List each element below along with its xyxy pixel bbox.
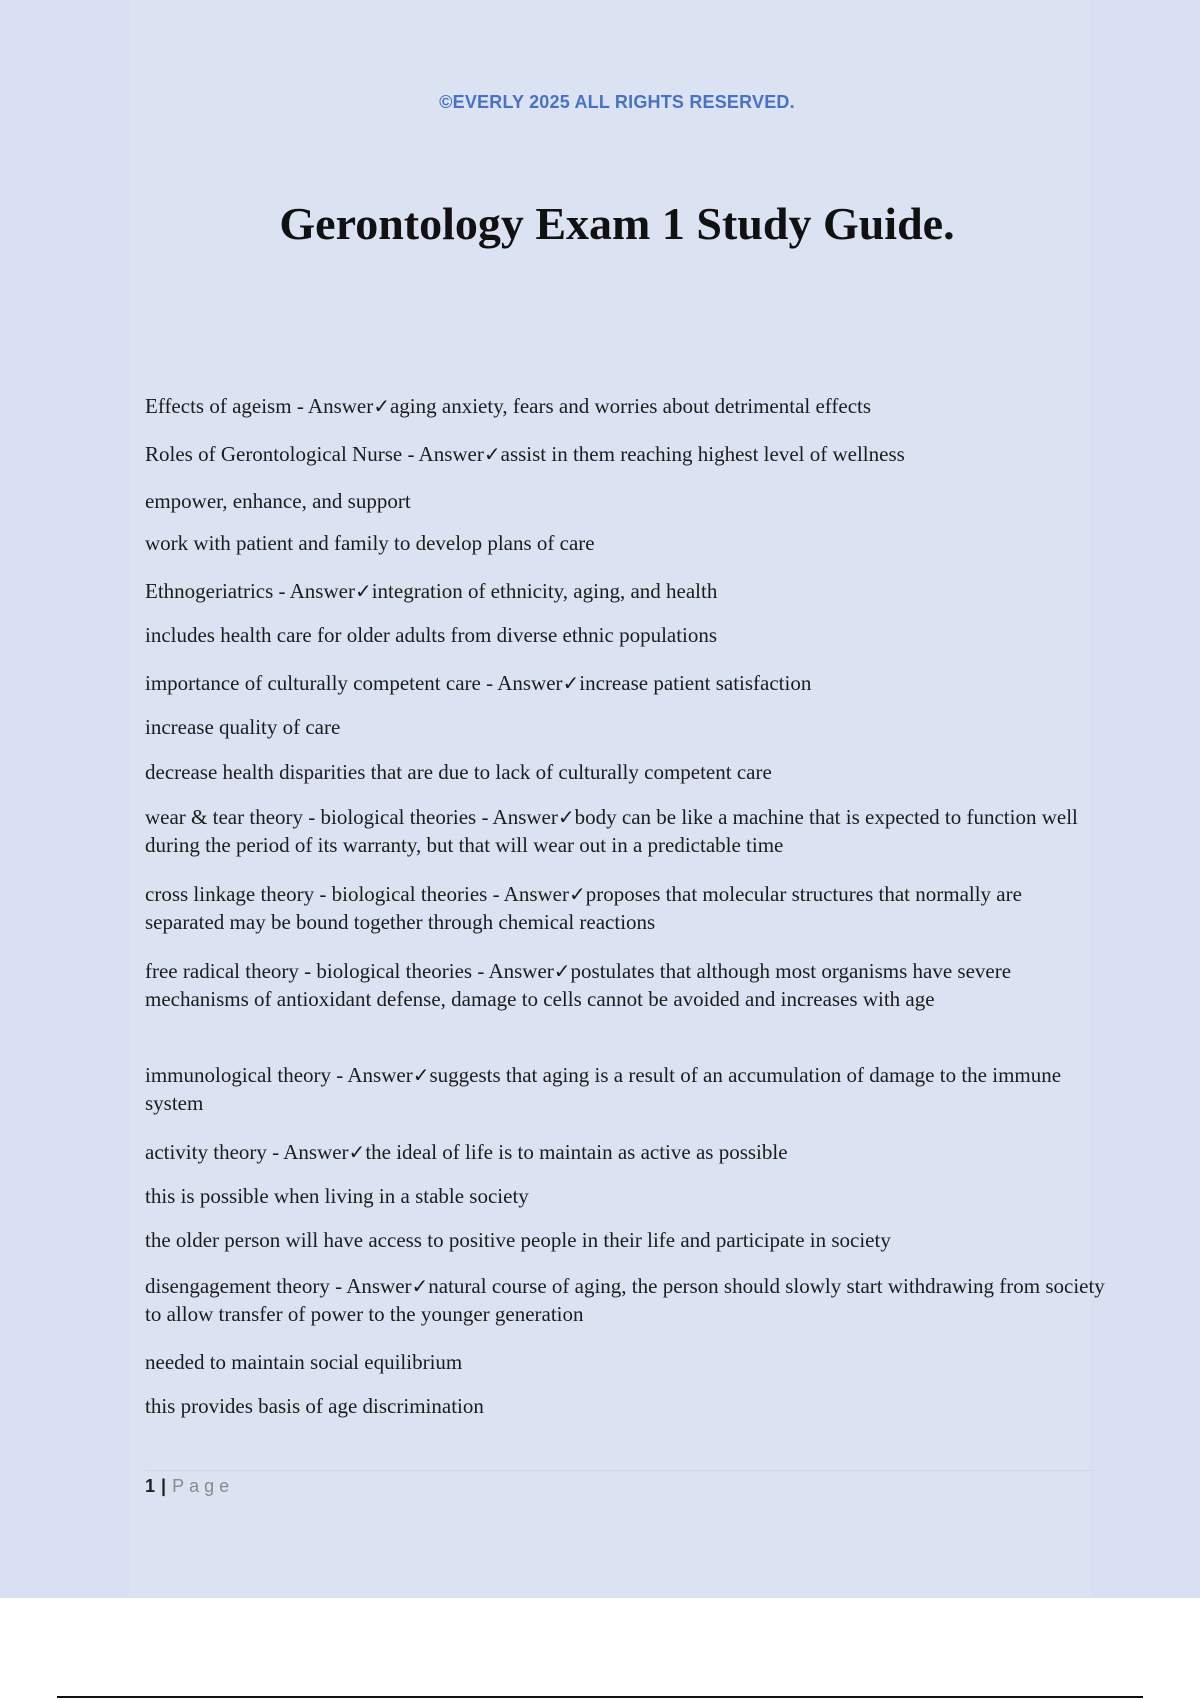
answer-detail-line (145, 621, 1105, 649)
entry-term: wear & tear theory - biological theories (145, 805, 477, 829)
page-number: 1 (145, 1476, 156, 1496)
detail-text: this provides basis of age discrimination (145, 1394, 484, 1418)
answer-label: - Answer (273, 579, 355, 603)
qa-entry (145, 1138, 1105, 1166)
entry-answer: integration of ethnicity, aging, and health (371, 579, 718, 603)
checkmark-icon: ✓ (557, 805, 575, 829)
checkmark-icon: ✓ (373, 394, 390, 418)
detail-text: this is possible when living in a stable society (145, 1184, 529, 1208)
entry-term: free radical theory - biological theories (145, 959, 473, 983)
answer-detail-line (145, 1182, 1105, 1210)
detail-text: work with patient and family to develop plans of care (145, 531, 595, 555)
qa-entry (145, 957, 1105, 1013)
entry-term: Effects of ageism (145, 394, 292, 418)
qa-entry (145, 803, 1105, 859)
answer-label: - Answer (266, 1140, 349, 1164)
entry-term: cross linkage theory - biological theories (145, 882, 488, 906)
entry-answer: proposes that molecular structures that normally are separated may be bound together through chemical reactions (145, 882, 1022, 934)
answer-detail-line (145, 529, 1105, 557)
answer-label: - Answer (402, 442, 484, 466)
answer-detail-line (145, 758, 1105, 786)
footer-divider (145, 1470, 1095, 1471)
entry-answer: postulates that although most organisms have severe mechanisms of antioxidant defense, damage to cells cannot be avoided and increases with age (145, 959, 1012, 1011)
entry-term: activity theory (145, 1140, 267, 1164)
footer-separator: | (161, 1476, 167, 1496)
checkmark-icon: ✓ (562, 671, 580, 695)
detail-text: empower, enhance, and support (145, 489, 411, 513)
answer-detail-line (145, 713, 1105, 741)
qa-entry (145, 392, 1105, 420)
answer-detail-line (145, 1226, 1105, 1254)
document-title: Gerontology Exam 1 Study Guide. (279, 198, 955, 249)
answer-label: - Answer (487, 882, 569, 906)
page-footer (145, 1476, 234, 1497)
answer-detail-line (145, 1392, 1105, 1420)
qa-entry (145, 440, 1105, 468)
entry-answer: assist in them reaching highest level of wellness (500, 442, 905, 466)
detail-text: includes health care for older adults from diverse ethnic populations (145, 623, 718, 647)
qa-entry (145, 1061, 1105, 1117)
detail-text: decrease health disparities that are due to lack of culturally competent care (145, 760, 772, 784)
entry-answer: natural course of aging, the person should slowly start withdrawing from society to allow transfer of power to the younger generation (145, 1274, 1105, 1326)
answer-label: - Answer (480, 671, 563, 695)
answer-label: - Answer (472, 959, 554, 983)
detail-text: needed to maintain social equilibrium (145, 1350, 463, 1374)
entry-term: Ethnogeriatrics (145, 579, 274, 603)
bottom-divider (57, 1696, 1143, 1698)
detail-text: the older person will have access to positive people in their life and participate in society (145, 1228, 891, 1252)
entry-term: importance of culturally competent care (145, 671, 481, 695)
checkmark-icon: ✓ (354, 579, 372, 603)
answer-label: - Answer (291, 394, 374, 418)
answer-detail-line (145, 487, 1105, 515)
answer-detail-line (145, 1348, 1105, 1376)
qa-entry (145, 880, 1105, 936)
qa-entry (145, 669, 1105, 697)
checkmark-icon: ✓ (568, 882, 586, 906)
checkmark-icon: ✓ (412, 1063, 430, 1087)
entry-answer: the ideal of life is to maintain as active as possible (365, 1140, 788, 1164)
entry-term: immunological theory (145, 1063, 332, 1087)
detail-text: increase quality of care (145, 715, 341, 739)
checkmark-icon: ✓ (553, 959, 571, 983)
answer-label: - Answer (331, 1063, 413, 1087)
entry-answer: aging anxiety, fears and worries about detrimental effects (389, 394, 872, 418)
copyright-header: ©EVERLY 2025 ALL RIGHTS RESERVED. (439, 92, 795, 112)
entry-answer: body can be like a machine that is expected to function well during the period of its warranty, but that will wear out in a predictable time (145, 805, 1078, 857)
checkmark-icon: ✓ (411, 1274, 429, 1298)
entry-term: Roles of Gerontological Nurse (145, 442, 403, 466)
qa-entry (145, 1272, 1105, 1328)
entry-answer: increase patient satisfaction (579, 671, 812, 695)
page-label: Page (172, 1476, 235, 1496)
checkmark-icon: ✓ (348, 1140, 366, 1164)
answer-label: - Answer (329, 1274, 412, 1298)
entry-answer: suggests that aging is a result of an accumulation of damage to the immune system (145, 1063, 1062, 1115)
checkmark-icon: ✓ (483, 442, 501, 466)
answer-label: - Answer (476, 805, 558, 829)
entry-term: disengagement theory (145, 1274, 330, 1298)
qa-entry (145, 577, 1105, 605)
